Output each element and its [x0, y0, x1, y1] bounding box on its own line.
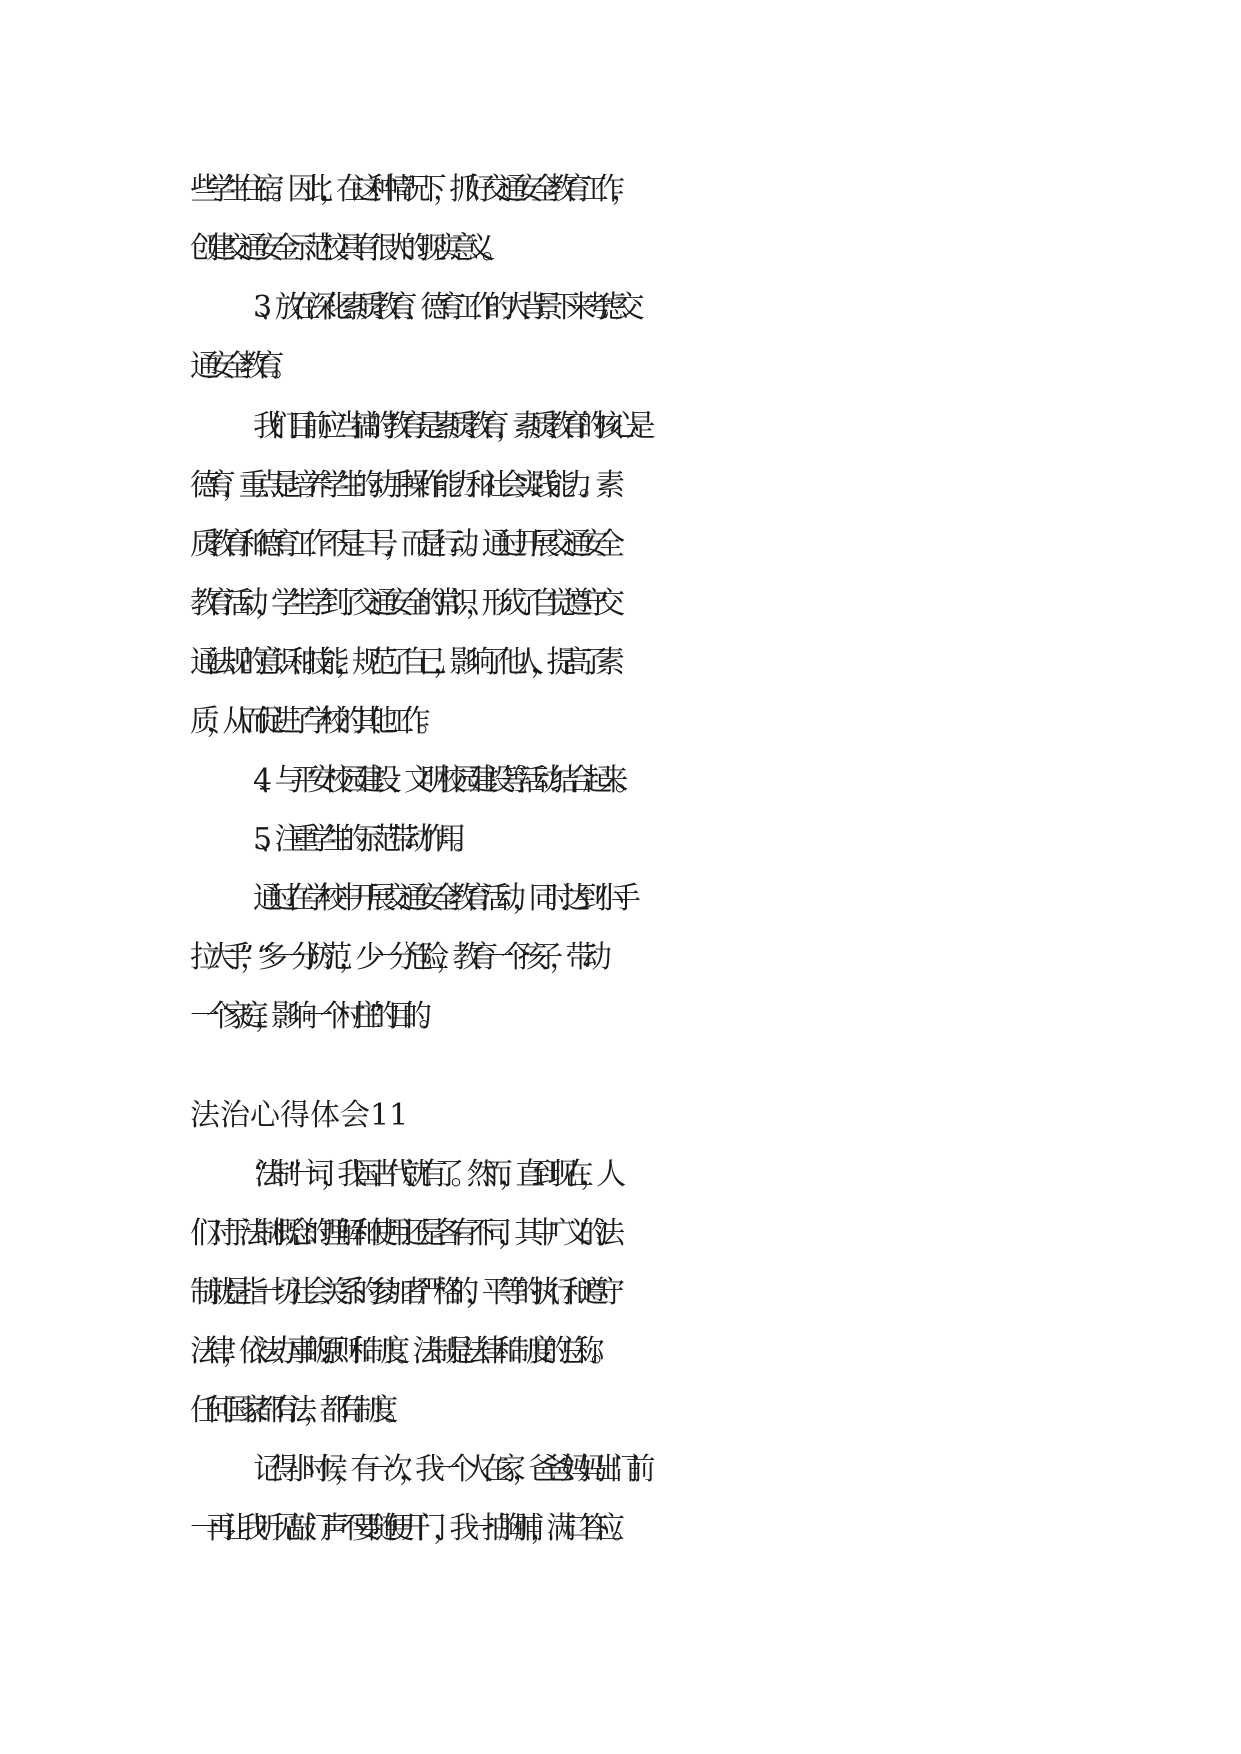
text-line: 一再让我听见敲门声不要随便开门，我一拍胸脯，满口答应。	[190, 1511, 628, 1546]
text-line: 德育，重点是培养学生的动手操作能力和社会实践能力。素	[190, 468, 612, 503]
text-line: 们对于法制概念的理解和使用还是各有不同，其中广义的法	[190, 1216, 612, 1251]
text-line: 法律，依法办事的.原则和制度。法制是法律和制度的总称。	[190, 1334, 607, 1369]
text-line: 制就是指一切社会关系的参加者严格的，平等的执行和遵守	[190, 1275, 612, 1310]
text-line: 任何国家都有法，都有制度。	[190, 1393, 401, 1428]
text-line: 5、注重学生的示范带动作用。	[253, 822, 469, 857]
text-line: 质，从而促进了学校的其他工作。	[190, 704, 433, 739]
text-line: 拉大手”，“多一分防范，少一分危险，教育一个孩子，带动	[190, 940, 599, 975]
text-line: 记得小时候，有一次，我一个人在家，爸爸妈妈出门前	[253, 1452, 642, 1487]
text-line: 我们目前应当搞的教育是素质教育，素质教育的核心是	[253, 409, 642, 444]
text-line: 通安全教育。	[190, 349, 288, 384]
text-line: 创建交通安全示范校具有很大的现实意义。	[190, 231, 498, 266]
text-line: 3、放在深化素质教育、德育工作的大背景下来考虑交	[253, 290, 631, 325]
text-line: 通过在学校中开展交通安全教育活动，同时达到“小手	[253, 881, 628, 916]
text-line: 4、与平安校园建设、文明校园建设等活动结合起来。	[253, 763, 631, 798]
text-line: 教育活动，学生学到了交通安全的常识，形成了自觉遵守交	[190, 586, 612, 621]
text-line: 一个家庭，影响一个村庄”的目的。	[190, 999, 435, 1034]
text-line: 通法规的意识和技能，规范了自己，影响了他人，提高了素	[190, 645, 612, 680]
text-line: 些学生住宿。因此，在这种情况下，抓好交通安全教育工作，	[190, 172, 628, 207]
text-line: “法制”一词，我国古代就有了。然而，直到现在，人	[253, 1157, 613, 1192]
text-line: 质教育和德育工作不是口号，而是行动。通过开展交通安全	[190, 527, 612, 562]
section-title: 法治心得体会11	[190, 1098, 409, 1133]
